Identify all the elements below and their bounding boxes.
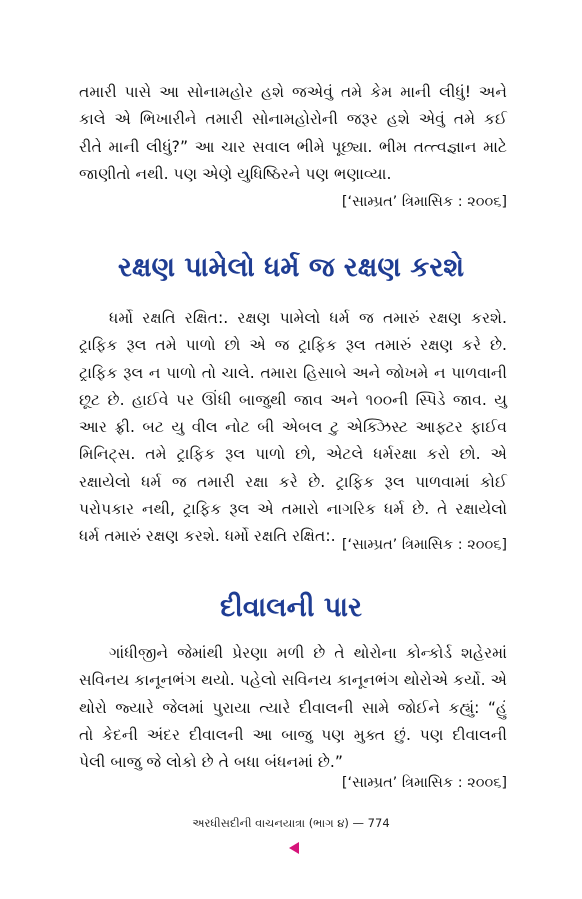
text-line: મિનિટ્સ. તમે ટ્રાફિક રૂલ પાળો છો, એટલે ધર્મરક્ષા કરો છો. એ [79,445,507,464]
text-line: થોરો જ્યારે જેલમાં પુરાયા ત્યારે દીવાલની સામે જોઈને કહ્યું: “હું [79,698,507,717]
text-line: પરોપકાર નથી, ટ્રાફિક રૂલ એ તમારો નાગરિક ધર્મ છે. તે રક્ષાયેલો [79,500,507,519]
paragraph-continuation [79,79,507,188]
text-line: રીતે માની લીધું?” આ ચાર સવાલ ભીમે પૂછ્યા. ભીમ તત્ત્વજ્ઞાન માટે [79,137,507,156]
text-line: રક્ષાયેલો ધર્મ જ તમારી રક્ષા કરે છે. ટ્રાફિક રૂલ પાળવામાં કોઈ [79,472,507,491]
text-line: કાલે એ ભિખારીને તમારી સોનામહોરોની જરૂર હશે એવું તમે કઈ [79,110,507,129]
paragraph-body [79,640,507,776]
section-heading: રક્ષણ પામેલો ધર્મ જ રક્ષણ કરશે [117,252,465,283]
text-line: સવિનય કાનૂનભંગ થયો. પહેલો સવિનય કાનૂનભંગ થોરોએ કર્યો. એ [79,671,507,690]
section-heading: દીવાલની પાર [220,592,362,623]
text-line: ટ્રાફિક રૂલ તમે પાળો છો એ જ ટ્રાફિક રૂલ તમારું રક્ષણ કરે છે. [79,336,507,355]
text-line: ટ્રાફિક રૂલ ન પાળો તો ચાલે. તમારા હિસાબે અને જોખમે ન પાળવાની [79,363,507,382]
paragraph-body [79,305,507,551]
text-line: જાણીતો નથી. પણ એણે યુધિષ્ઠિરને પણ ભણાવ્યા. [79,164,392,183]
text-line: ગાંધીજીને જેમાંથી પ્રેરણા મળી છે તે થોરોના કોન્કોર્ડ શહેરમાં [109,644,507,662]
source-citation: [‘સામ્પ્રત’ ત્રિમાસિક : ૨૦૦૬] [341,537,507,553]
page-footer: અરધીસદીની વાચનયાત્રા (ભાગ ૪) — 774 [192,816,390,830]
source-citation: [‘સામ્પ્રત’ ત્રિમાસિક : ૨૦૦૬] [341,194,507,210]
previous-page-arrow-icon[interactable] [289,842,299,854]
text-line: ધર્મ તમારું રક્ષણ કરશે. ધર્મો રક્ષતિ રક્ષિત:. [79,527,336,546]
text-line: તો કેદની અંદર દીવાલની આ બાજુ પણ મુક્ત છું. પણ દીવાલની [79,725,507,744]
text-line: ધર્મો રક્ષતિ રક્ષિત:. રક્ષણ પામેલો ધર્મ જ તમારું રક્ષણ કરશે. [109,309,507,327]
text-line: તમારી પાસે આ સોનામહોર હશે જએવું તમે કેમ માની લીધું! અને [79,83,507,101]
text-line: છૂટ છે. હાઈવે પર ઊંધી બાજુથી જાવ અને ૧૦૦ની સ્પિડે જાવ. યુ [79,390,507,409]
text-line: પેલી બાજુ જે લોકો છે તે બધા બંધનમાં છે.” [79,753,343,772]
source-citation: [‘સામ્પ્રત’ ત્રિમાસિક : ૨૦૦૬] [341,775,507,791]
text-line: આર ફ્રી. બટ યુ વીલ નોટ બી એબલ ટુ એક્ઝિસ્ટ આફ્ટર ફાઈવ [79,418,507,437]
